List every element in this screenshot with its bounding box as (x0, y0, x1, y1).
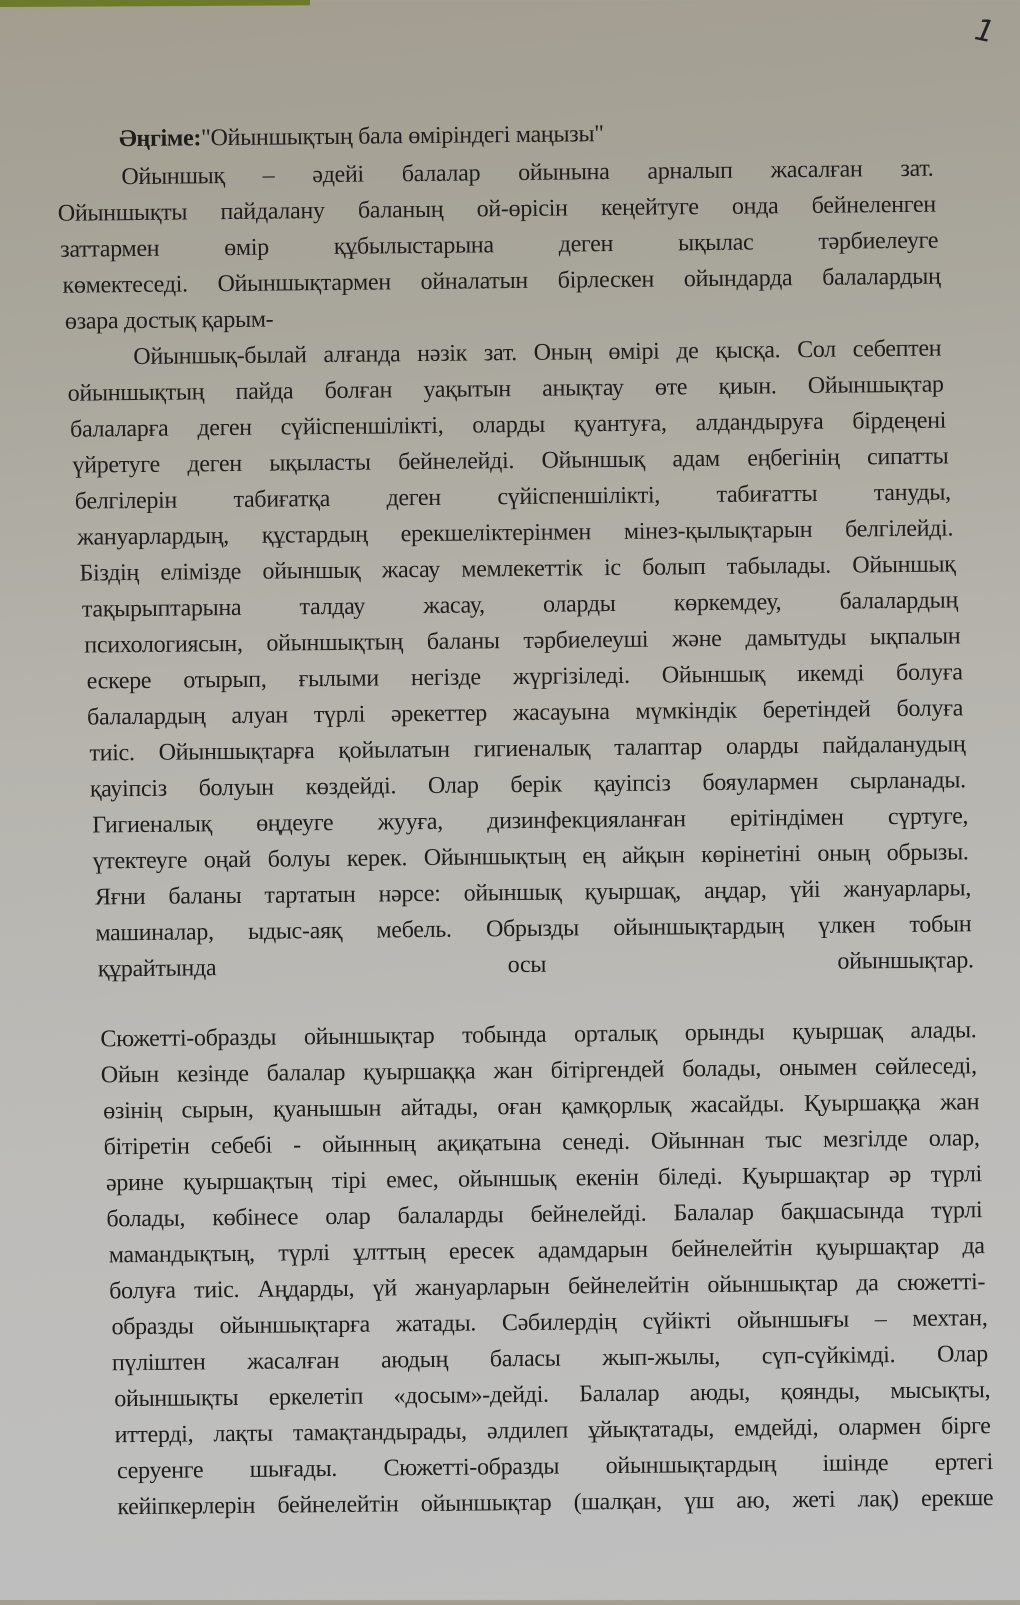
paragraph-1-line-3: заттармен өмір құбылыстарына деген ықылас тәрбиелеуге (60, 227, 939, 263)
paragraph-2-line-13: қауіпсіз болуын көздейді. Олар берік қауіпсіз бояулармен сырланады. (89, 767, 966, 803)
paragraph-3-line-14: кейіпкерлерін бейнелейтін ойыншықтар (шалқан, үш аю, жеті лақ) ерекше (117, 1485, 994, 1521)
paragraph-3-line-3: өзінің сырын, қуанышын айтады, оған қамқорлық жасайды. Қуыршаққа жан (103, 1089, 980, 1125)
paragraph-1-line-4: көмектеседі. Ойыншықтармен ойналатын бірлескен ойындарда балалардың (62, 263, 941, 299)
paragraph-3-line-2: Ойын кезінде балалар қуыршаққа жан бітіргендей болады, онымен сөйлеседі, (100, 1053, 977, 1089)
paragraph-3-line-4: бітіретін себебі - ойынның ақиқатына сенеді. Ойыннан тыс мезгілде олар, (103, 1125, 980, 1161)
paragraph-3-line-13: серуенге шығады. Сюжетті-образды ойыншықтардың ішінде ертегі (116, 1449, 994, 1485)
handwritten-page-number: 1 (971, 12, 998, 51)
paragraph-2-line-4: үйретуге деген ықыласты бейнелейді. Ойыншық адам еңбегінің сипатты (72, 443, 949, 479)
paragraph-3-line-7: мамандықтың, түрлі ұлттың ересек адамдарын бейнелейтін қуыршақтар да (108, 1233, 985, 1269)
paragraph-1-line-1: Ойыншық – әдейі балалар ойынына арналып жасалған зат. (121, 155, 934, 191)
paragraph-2-line-18: құрайтында осы ойыншықтар. (97, 947, 974, 983)
paragraph-2-line-5: белгілерін табиғатқа деген сүйіспеншілікті, табиғатты тануды, (74, 479, 951, 515)
paragraph-2-line-8: тақырыптарына талдау жасау, оларды көркемдеу, балалардың (81, 587, 959, 623)
paragraph-3-line-6: болады, көбінесе олар балаларды бейнелейді. Балалар бақшасында түрлі (106, 1197, 983, 1233)
paragraph-1-line-5: өзара достық қарым- (64, 306, 274, 335)
paragraph-2-line-2: ойыншықтың пайда болған уақытын анықтау өте қиын. Ойыншықтар (67, 371, 944, 407)
paragraph-2-line-16: Яғни баланы тартатын нәрсе: ойыншық қуыршақ, аңдар, үйі жануарлары, (94, 875, 972, 911)
paragraph-3-line-11: ойыншықты еркелетіп «досым»-дейді. Балалар аюды, қоянды, мысықты, (114, 1377, 991, 1413)
paragraph-2-line-11: балалардың алуан түрлі әрекеттер жасауына мүмкіндік беретіндей болуға (86, 695, 964, 731)
paragraph-2-line-1: Ойыншық-былай алғанда нәзік зат. Оның өмірі де қысқа. Сол себептен (133, 335, 942, 371)
paragraph-2-line-7: Біздің елімізде ойыншық жасау мемлекеттік іс болып табылады. Ойыншық (79, 551, 956, 587)
paragraph-2-line-15: үтектеуге оңай болуы керек. Ойыншықтың ең айқын көрінетіні оның обрызы. (92, 839, 969, 875)
paragraph-2-line-14: Гигиеналық өңдеуге жууға, дизинфекцияланған ерітіндімен сүртуге, (92, 803, 969, 839)
paragraph-3-line-8: болуға тиіс. Аңдарды, үй жануарларын бейнелейтін ойыншықтар да сюжетті- (108, 1269, 986, 1305)
paragraph-2-line-3: балаларға деген сүйіспеншілікті, оларды қуантуға, алдандыруға бірдеңені (69, 407, 947, 443)
page-title (119, 117, 819, 154)
paragraph-3-line-1: Сюжетті-образды ойыншықтар тобында орталық орынды қуыршақ алады. (100, 1017, 977, 1053)
paragraph-1-line-2: Ойыншықты пайдалану баланың ой-өрісін кеңейтуге онда бейнеленген (57, 191, 936, 227)
paragraph-3-line-12: иттерді, лақты тамақтандырады, әлдилеп ұйықтатады, емдейді, олармен бірге (114, 1413, 991, 1449)
title-label: Әңгіме: (118, 125, 202, 153)
paragraph-2-line-9: психологиясын, ойыншықтың баланы тәрбиелеуші және дамытуды ықпалын (84, 623, 961, 659)
paragraph-3-line-9: образды ойыншықтарға жатады. Сәбилердің сүйікті ойыншығы – мехтан, (111, 1305, 988, 1341)
paragraph-2-line-10: ескере отырып, ғылыми негізде жүргізіледі. Ойыншық икемді болуға (86, 659, 963, 695)
paragraph-2-line-12: тиіс. Ойыншықтарға қойылатын гигиеналық талаптар оларды пайдаланудың (89, 731, 966, 767)
paragraph-2-line-6: жануарлардың, құстардың ерекшеліктерінмен мінез-қылықтарын белгілейді. (77, 515, 954, 551)
paragraph-3-line-10: пүліштен жасалған аюдың баласы жып-жылы, сүп-сүйкімді. Олар (111, 1341, 988, 1377)
paragraph-2-line-17: машиналар, ыдыс-аяқ мебель. Обрызды ойыншықтардың үлкен тобын (95, 911, 972, 947)
title-text: "Ойыншықтың бала өміріндегі маңызы" (200, 121, 604, 152)
paragraph-3-line-5: әрине қуыршақтың тірі емес, ойыншық екенін біледі. Қуыршақтар әр түрлі (105, 1161, 983, 1197)
